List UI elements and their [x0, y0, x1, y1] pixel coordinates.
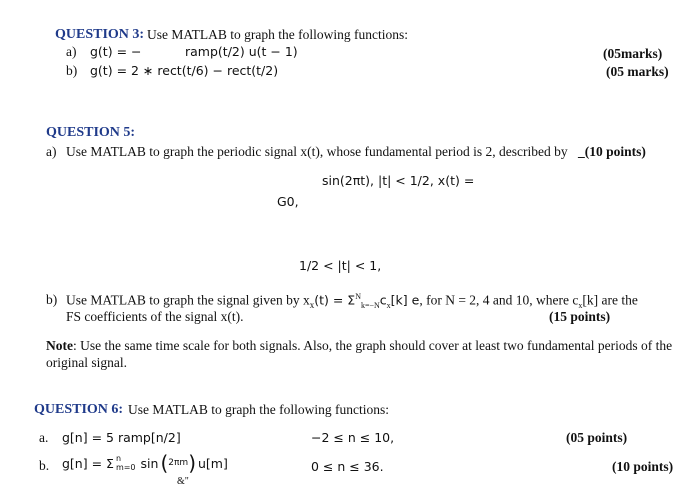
q6-a-points: (05 points) [566, 430, 628, 445]
q6-b-frac-num: 2πm [168, 458, 189, 468]
q5-a-case2: G0, [277, 194, 299, 209]
q6-footer-mark: &" [177, 476, 189, 487]
q5-note-label: Note [46, 338, 73, 353]
q5-b-text-end2: [k] are the [582, 292, 638, 308]
q5-b-text-start: Use MATLAB to graph the signal given by x [66, 292, 310, 308]
q6-b-expr-end: u[m] [198, 455, 228, 471]
q3-instruction: Use MATLAB to graph the following functions: [147, 27, 408, 42]
q6-b-label: b. [39, 458, 50, 473]
q5-b-line2: FS coefficients of the signal x(t). [66, 309, 244, 324]
q5-note-line2: original signal. [46, 355, 127, 370]
q6-b-paren-close: ) [188, 451, 196, 475]
q5-a-text: Use MATLAB to graph the periodic signal x(t), whose fundamental period is 2, described by [66, 144, 568, 159]
q3-a-expr: ramp(t/2) u(t − 1) [185, 44, 298, 59]
q5-a-case3: 1/2 < |t| < 1, [299, 258, 382, 273]
q6-b-sum-limits-stack [116, 454, 136, 472]
q6-instruction: Use MATLAB to graph the following functions: [128, 402, 389, 417]
q6-b-points: (10 points) [612, 459, 674, 474]
q5-note [46, 338, 672, 354]
q5-title: QUESTION 5: [46, 125, 136, 140]
q3-a-marks: (05marks) [603, 46, 663, 61]
q5-b-points: (15 points) [549, 309, 611, 324]
q5-a-points: _(10 points) [578, 144, 646, 159]
q5-b-eq3: [k] e [390, 292, 420, 308]
q6-a-expr: g[n] = 5 ramp[n/2] [62, 430, 181, 445]
q6-b-sin: sin [140, 455, 159, 471]
q5-b-eq2: c [379, 292, 387, 308]
q5-a-case1: sin(2πt), |t| < 1/2, x(t) = [322, 173, 475, 188]
q3-b-label: b) [66, 63, 78, 78]
q5-b-text-end: , for N = 2, 4 and 10, where c [419, 292, 579, 308]
q5-a-label: a) [46, 144, 57, 159]
q5-b-sum-upper: N [355, 292, 361, 301]
q6-b-expr-start: g[n] = Σ [62, 455, 114, 471]
q6-b-sum-lower: m=0 [115, 463, 136, 472]
q6-a-range: −2 ≤ n ≤ 10, [311, 430, 395, 445]
q5-b-sub-x2: x [386, 301, 391, 311]
q6-b-range: 0 ≤ n ≤ 36. [311, 459, 384, 474]
q3-b-marks: (05 marks) [606, 64, 669, 79]
q5-b-sub-x3: x [578, 301, 583, 311]
q6-title: QUESTION 6: [34, 402, 124, 417]
q6-b-sum-upper: n [115, 454, 122, 463]
q6-a-label: a. [39, 430, 49, 445]
q5-b-sub-x: x [309, 300, 315, 311]
q5-b-eq: (t) = Σ [314, 292, 356, 308]
q5-note-text: : Use the same time scale for both signals. Also, the graph should cover at least two fundamental periods of the [73, 338, 673, 353]
q3-a-label: a) [66, 44, 77, 59]
q3-b-expr: g(t) = 2 ∗ rect(t/6) − rect(t/2) [90, 63, 279, 78]
q6-b-expr [62, 449, 228, 477]
q3-title: QUESTION 3: [55, 27, 145, 42]
q5-b-label: b) [46, 292, 58, 307]
q3-a-lhs: g(t) = − [90, 44, 142, 59]
q6-b-paren-open: ( [160, 451, 169, 475]
q5-b-sum-limits: k=−N [360, 301, 380, 311]
q5-b-text [66, 292, 638, 310]
